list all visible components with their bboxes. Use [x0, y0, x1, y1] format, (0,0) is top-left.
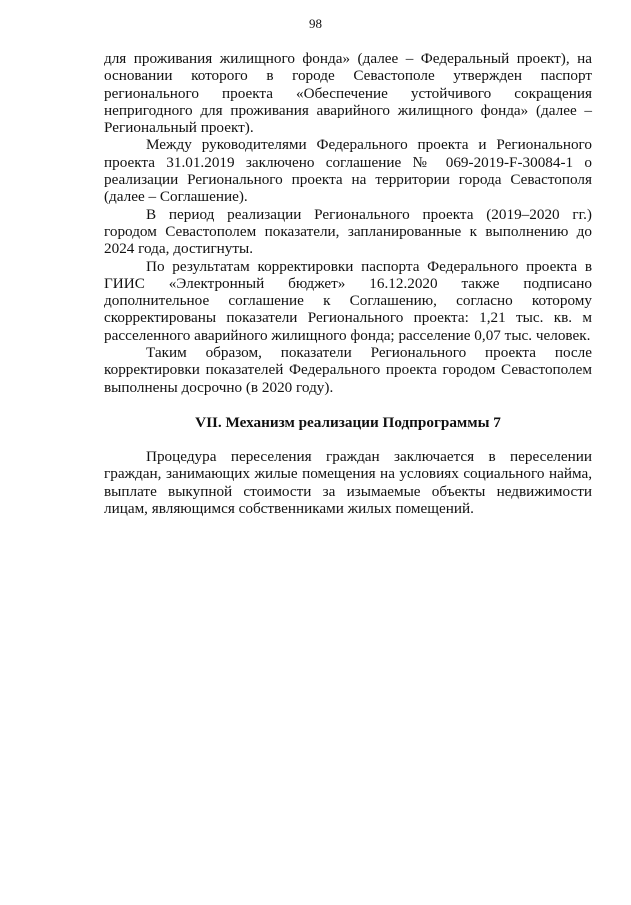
paragraph-indicators-achieved: В период реализации Регионального проекта (2019–2020 гг.) городом Севастополем показатели, запланированные к выполнению до 2024 года, достигнуты.: [104, 205, 592, 258]
document-body: [104, 50, 592, 517]
section-heading: VII. Механизм реализации Подпрограммы 7: [195, 413, 501, 431]
paragraph-federal-project-continuation: для проживания жилищного фонда» (далее – Федеральный проект), на основании которого в городе Севастополе утвержден паспорт регионального проекта «Обеспечение устойчивого сокращения непригодного для проживания аварийного жилищного фонда» (далее – Региональный проект).: [104, 50, 592, 137]
paragraph-early-completion: Таким образом, показатели Регионального проекта после корректировки показателей Федерального проекта городом Севастополем выполнены досрочно (в 2020 году).: [104, 344, 592, 396]
page-number: 98: [309, 16, 322, 31]
paragraph-passport-correction: По результатам корректировки паспорта Федерального проекта в ГИИС «Электронный бюджет» 16.12.2020 также подписано дополнительное соглашение к Соглашению, согласно которому скорректированы показатели Регионального проекта: 1,21 тыс. кв. м расселенного аварийного жилищного фонда; расселение 0,07 тыс. человек.: [104, 257, 592, 344]
paragraph-agreement: Между руководителями Федерального проекта и Регионального проекта 31.01.2019 заключено соглашение № 069-2019-F-30084-1 о реализации Регионального проекта на территории города Севастополя (далее – Соглашение).: [104, 136, 592, 206]
paragraph-resettlement-procedure: Процедура переселения граждан заключается в переселении граждан, занимающих жилые помещения на условиях социального найма, выплате выкупной стоимости за изымаемые объекты недвижимости лицам, являющимся собственниками жилых помещений.: [104, 447, 592, 517]
